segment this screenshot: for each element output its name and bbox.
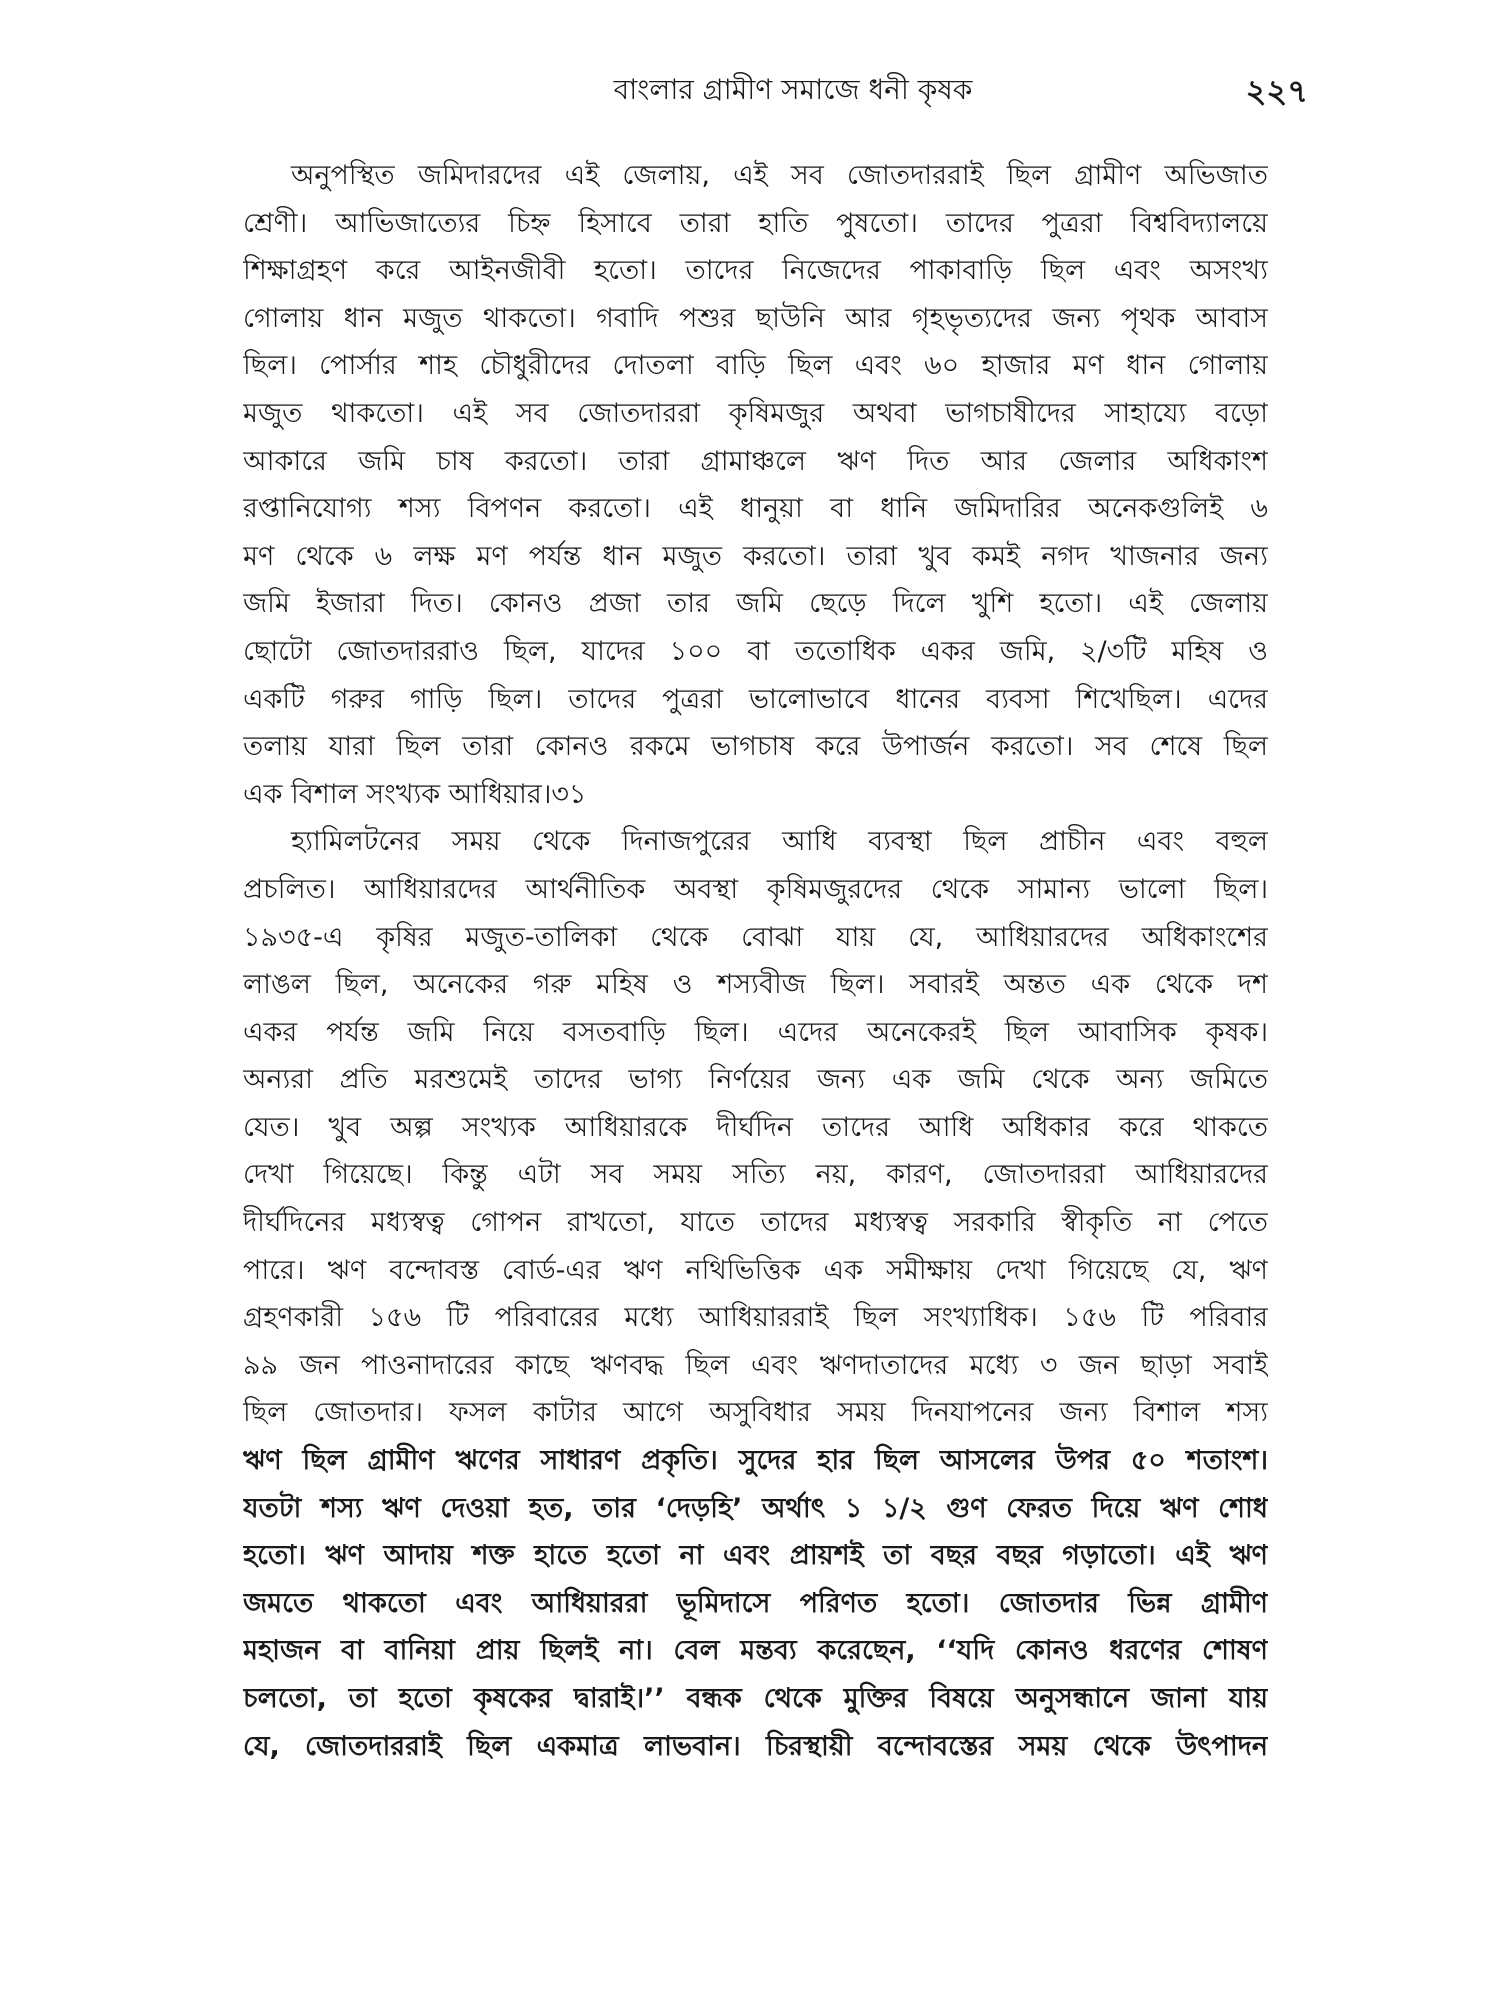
paragraph-2-line: একর পর্যন্ত জমি নিয়ে বসতবাড়ি ছিল। এদের অনেকেরই ছিল আবাসিক কৃষক। (243, 1016, 1268, 1048)
page-number: ২২৭ (1245, 72, 1308, 110)
paragraph-1-line: শ্রেণী। আভিজাত্যের চিহ্ন হিসাবে তারা হাতি পুষতো। তাদের পুত্ররা বিশ্ববিদ্যালয়ে (243, 207, 1268, 239)
paragraph-1-line: ছোটো জোতদাররাও ছিল, যাদের ১০০ বা ততোধিক একর জমি, ২/৩টি মহিষ ও (243, 635, 1268, 667)
paragraph-1-line: অনুপস্থিত জমিদারদের এই জেলায়, এই সব জোতদাররাই ছিল গ্রামীণ অভিজাত (291, 160, 1268, 191)
paragraph-2-line: চলতো, তা হতো কৃষকের দ্বারাই।’’ বন্ধক থেকে মুক্তির বিষয়ে অনুসন্ধানে জানা যায় (243, 1683, 1268, 1714)
paragraph-2-line: যে, জোতদাররাই ছিল একমাত্র লাভবান। চিরস্থায়ী বন্দোবস্তের সময় থেকে উৎপাদন (243, 1730, 1268, 1762)
running-title: বাংলার গ্রামীণ সমাজে ধনী কৃষক (613, 73, 973, 106)
paragraph-2-line: যেত। খুব অল্প সংখ্যক আধিয়ারকে দীর্ঘদিন তাদের আধি অধিকার করে থাকতে (243, 1111, 1268, 1143)
paragraph-2-line: যতটা শস্য ঋণ দেওয়া হত, তার ‘দেড়হি’ অর্থাৎ ১ ১/২ গুণ ফেরত দিয়ে ঋণ শোধ (243, 1492, 1268, 1524)
paragraph-1-line: রপ্তানিযোগ্য শস্য বিপণন করতো। এই ধানুয়া বা ধানি জমিদারির অনেকগুলিই ৬ (243, 493, 1268, 525)
paragraph-2-line: মহাজন বা বানিয়া প্রায় ছিলই না। বেল মন্তব্য করেছেন, ‘‘যদি কোনও ধরণের শোষণ (243, 1635, 1268, 1667)
paragraph-1-line: ছিল। পোর্সার শাহ চৌধুরীদের দোতলা বাড়ি ছিল এবং ৬০ হাজার মণ ধান গোলায় (243, 350, 1268, 382)
paragraph-2-line: পারে। ঋণ বন্দোবস্ত বোর্ড-এর ঋণ নথিভিত্তিক এক সমীক্ষায় দেখা গিয়েছে যে, ঋণ (243, 1254, 1268, 1286)
paragraph-2-line: অন্যরা প্রতি মরশুমেই তাদের ভাগ্য নির্ণয়ের জন্য এক জমি থেকে অন্য জমিতে (243, 1064, 1268, 1096)
paragraph-1-line: মজুত থাকতো। এই সব জোতদাররা কৃষিমজুর অথবা ভাগচাষীদের সাহায্যে বড়ো (243, 397, 1268, 429)
paragraph-1-line: শিক্ষাগ্রহণ করে আইনজীবী হতো। তাদের নিজেদের পাকাবাড়ি ছিল এবং অসংখ্য (243, 255, 1268, 287)
paragraph-2-line: দেখা গিয়েছে। কিন্তু এটা সব সময় সত্যি নয়, কারণ, জোতদাররা আধিয়ারদের (243, 1159, 1268, 1191)
paragraph-2-line: জমতে থাকতো এবং আধিয়াররা ভূমিদাসে পরিণত হতো। জোতদার ভিন্ন গ্রামীণ (243, 1587, 1268, 1619)
page-header (278, 64, 1308, 114)
paragraph-1-line: আকারে জমি চাষ করতো। তারা গ্রামাঞ্চলে ঋণ দিত আর জেলার অধিকাংশ (243, 445, 1268, 477)
paragraph-2-line: গ্রহণকারী ১৫৬ টি পরিবারের মধ্যে আধিয়াররাই ছিল সংখ্যাধিক। ১৫৬ টি পরিবার (243, 1302, 1268, 1334)
paragraph-1-line: গোলায় ধান মজুত থাকতো। গবাদি পশুর ছাউনি আর গৃহভৃত্যদের জন্য পৃথক আবাস (243, 302, 1268, 334)
paragraph-1-line: মণ থেকে ৬ লক্ষ মণ পর্যন্ত ধান মজুত করতো। তারা খুব কমই নগদ খাজনার জন্য (243, 540, 1268, 572)
paragraph-1-line: এক বিশাল সংখ্যক আধিয়ার।৩১ (243, 778, 587, 810)
paragraph-2-line: দীর্ঘদিনের মধ্যস্বত্ব গোপন রাখতো, যাতে তাদের মধ্যস্বত্ব সরকারি স্বীকৃতি না পেতে (243, 1207, 1268, 1239)
body-text (243, 152, 1268, 1770)
paragraph-2-line: ৯৯ জন পাওনাদারের কাছে ঋণবদ্ধ ছিল এবং ঋণদাতাদের মধ্যে ৩ জন ছাড়া সবাই (243, 1349, 1268, 1381)
paragraph-2-line: ১৯৩৫-এ কৃষির মজুত-তালিকা থেকে বোঝা যায় যে, আধিয়ারদের অধিকাংশের (243, 921, 1268, 953)
paragraph-2-line: লাঙল ছিল, অনেকের গরু মহিষ ও শস্যবীজ ছিল। সবারই অন্তত এক থেকে দশ (243, 969, 1268, 1001)
header-rule (278, 120, 1308, 121)
paragraph-2-line: ঋণ ছিল গ্রামীণ ঋণের সাধারণ প্রকৃতি। সুদের হার ছিল আসলের উপর ৫০ শতাংশ। (243, 1445, 1268, 1477)
paragraph-2-line: হ্যামিলটনের সময় থেকে দিনাজপুরের আধি ব্যবস্থা ছিল প্রাচীন এবং বহুল (291, 826, 1268, 858)
paragraph-2-line: প্রচলিত। আধিয়ারদের আর্থনীতিক অবস্থা কৃষিমজুরদের থেকে সামান্য ভালো ছিল। (243, 873, 1268, 905)
paragraph-1-line: একটি গরুর গাড়ি ছিল। তাদের পুত্ররা ভালোভাবে ধানের ব্যবসা শিখেছিল। এদের (243, 683, 1268, 715)
paragraph-2-line: ছিল জোতদার। ফসল কাটার আগে অসুবিধার সময় দিনযাপনের জন্য বিশাল শস্য (243, 1397, 1268, 1429)
paragraph-1-line: জমি ইজারা দিত। কোনও প্রজা তার জমি ছেড়ে দিলে খুশি হতো। এই জেলায় (243, 588, 1268, 620)
paragraph-2-line: হতো। ঋণ আদায় শক্ত হাতে হতো না এবং প্রায়শই তা বছর বছর গড়াতো। এই ঋণ (243, 1540, 1268, 1572)
paragraph-1-line: তলায় যারা ছিল তারা কোনও রকমে ভাগচাষ করে উপার্জন করতো। সব শেষে ছিল (243, 731, 1268, 763)
